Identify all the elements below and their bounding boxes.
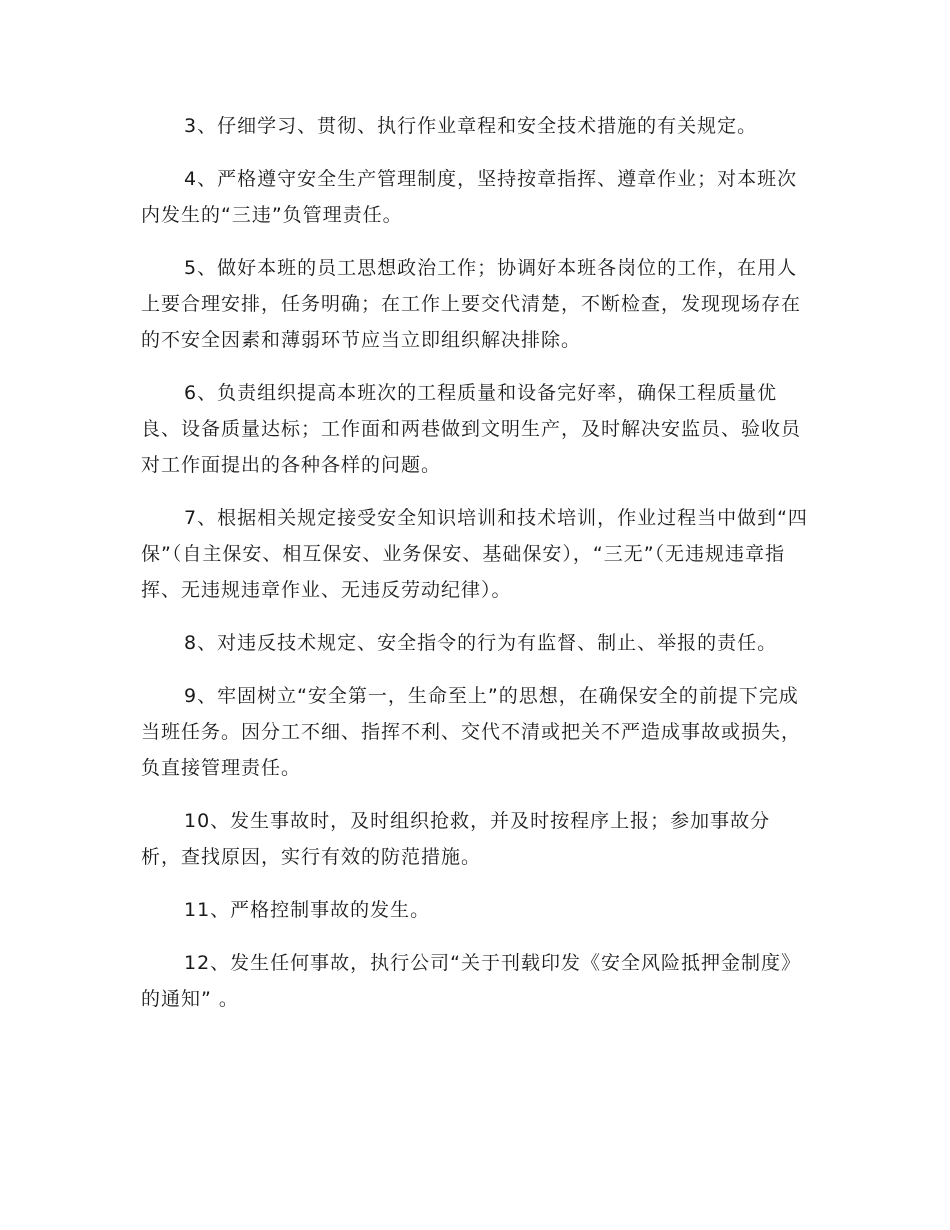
paragraph-item-9: 9、牢固树立“安全第一，生命至上”的思想，在确保安全的前提下完成当班任务。因分工不细、指挥不利、交代不清或把关不严造成事故或损失，负直接管理责任。 (141, 685, 802, 779)
document-body (141, 108, 808, 1034)
paragraph-item-8: 8、对违反技术规定、安全指令的行为有监督、制止、举报的责任。 (184, 632, 778, 654)
paragraph-item-5: 5、做好本班的员工思想政治工作；协调好本班各岗位的工作，在用人上要合理安排，任务明确；在工作上要交代清楚，不断检查，发现现场存在的不安全因素和薄弱环节应当立即组织解决排除。 (141, 257, 802, 351)
paragraph-item-10: 10、发生事故时，及时组织抢救，并及时按程序上报；参加事故分析，查找原因，实行有效的防范措施。 (141, 810, 771, 868)
paragraph-item-12: 12、发生任何事故，执行公司“关于刊载印发《安全风险抵押金制度》的通知” 。 (141, 952, 802, 1010)
paragraph-item-7: 7、根据相关规定接受安全知识培训和技术培训，作业过程当中做到“四保”（自主保安、相互保安、业务保安、基础保安），“三无”（无违规违章指挥、无违规违章作业、无违反劳动纪律）。 (141, 507, 808, 601)
paragraph-item-11: 11、严格控制事故的发生。 (184, 899, 431, 921)
paragraph-item-4: 4、严格遵守安全生产管理制度，坚持按章指挥、遵章作业；对本班次内发生的“三违”负管理责任。 (141, 168, 798, 226)
paragraph-item-6: 6、负责组织提高本班次的工程质量和设备完好率，确保工程质量优良、设备质量达标；工作面和两巷做到文明生产，及时解决安监员、验收员对工作面提出的各种各样的问题。 (141, 382, 802, 476)
paragraph-item-3: 3、仔细学习、贯彻、执行作业章程和安全技术措施的有关规定。 (184, 115, 758, 137)
